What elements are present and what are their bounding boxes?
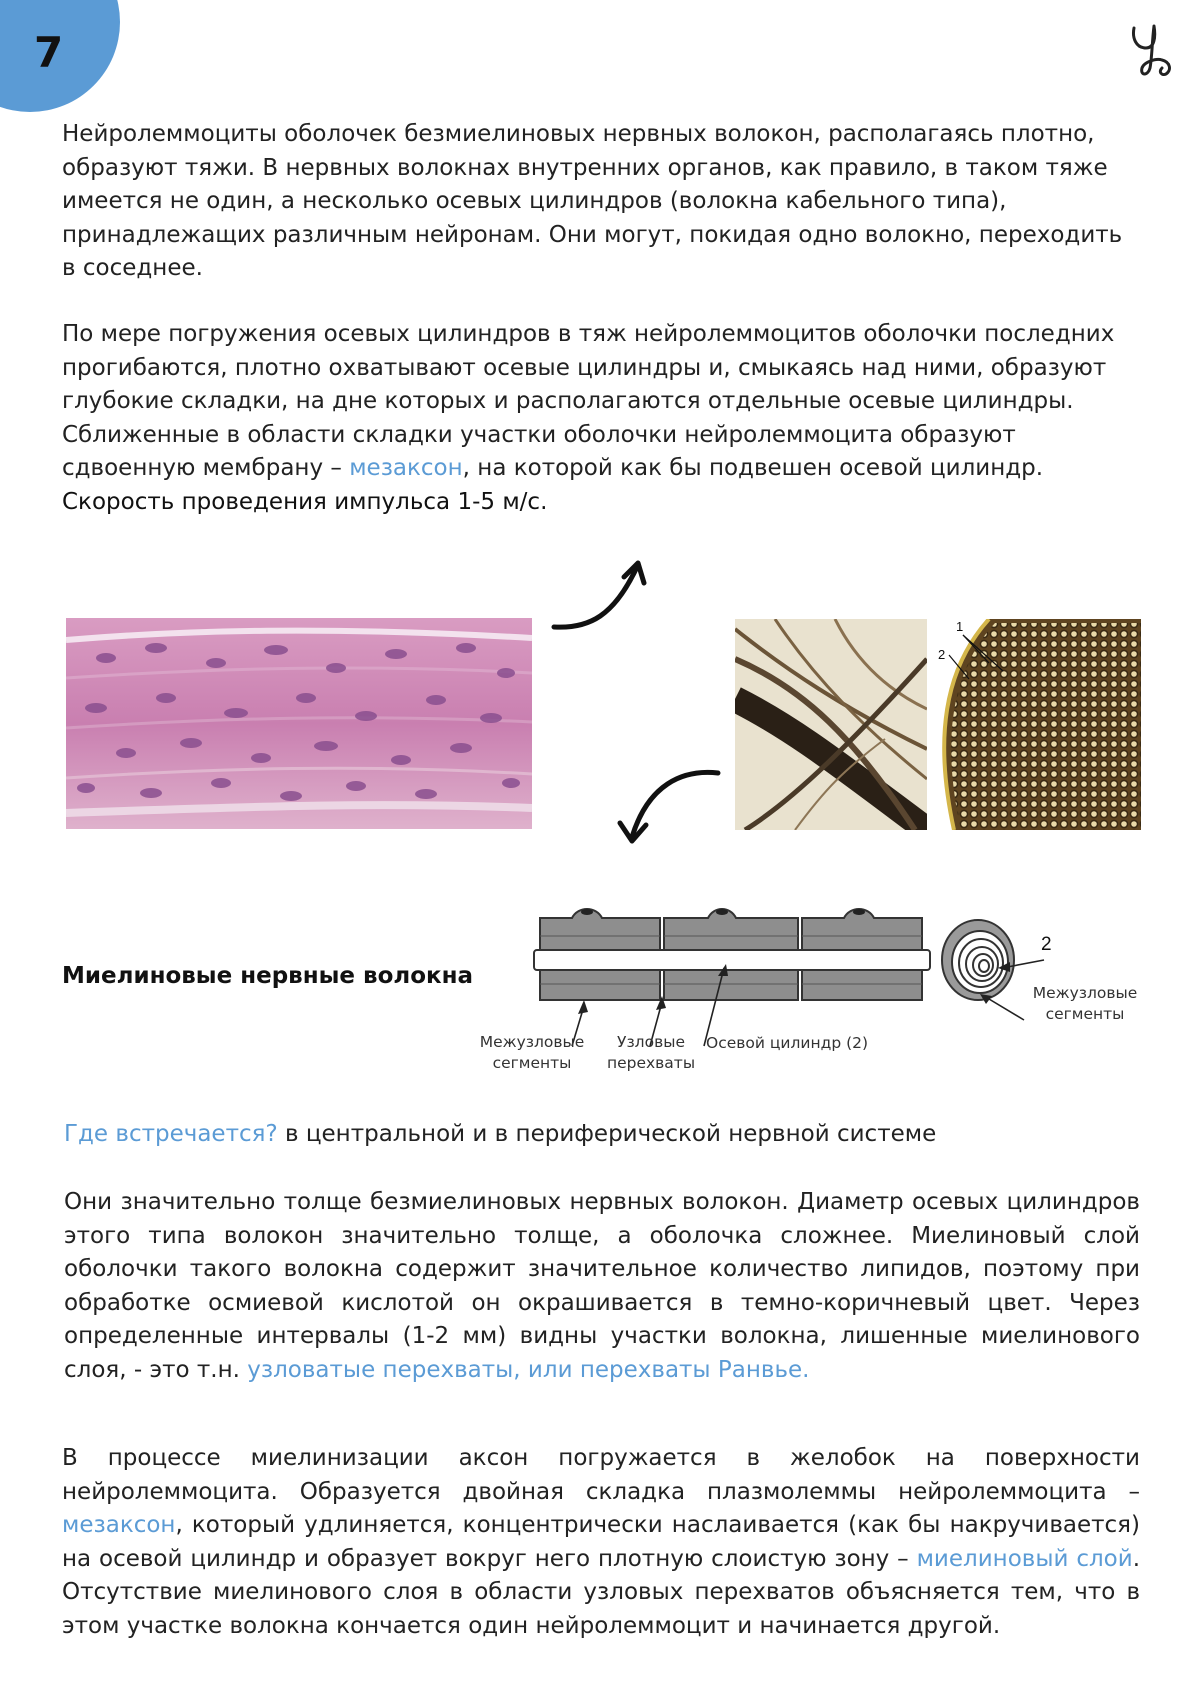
- paragraph-myelination-text-3: . Отсутствие миелинового слоя в области узловых перехватов объясняется тем, что в этом участке волокна кончается один нейролеммоцит и начинается другой.: [62, 1545, 1140, 1639]
- paragraph-mesaxon-text-after: , на которой как бы подвешен осевой цилиндр.: [462, 455, 1044, 481]
- micrograph-myelinated-fibers: [735, 619, 927, 830]
- micrograph-label-1: 1: [956, 619, 964, 634]
- curved-arrow-down-icon: [612, 765, 722, 849]
- paragraph-mesaxon-text: По мере погружения осевых цилиндров в тяж нейролеммоцитов оболочки последних прогибаются, плотно охватывают осевые цилиндры и, смыкаясь над ними, образуют глубокие складки, на дне которых и располагаются отдельные осевые цилиндры. Сближенные в области складки участки оболочки нейролеммоцита образуют сдвоенную мембрану –: [62, 321, 1115, 481]
- where-found-line: [64, 1118, 1144, 1152]
- section-title-myelinated: Миелиновые нервные волокна: [62, 963, 474, 989]
- paragraph-unmyelinated-intro: Нейролеммоциты оболочек безмиелиновых нервных волокон, располагаясь плотно, образуют тяжи. В нервных волокнах внутренних органов, как правило, в таком тяже имеется не один, а несколько осевых цилиндров (волокна кабельного типа), принадлежащих различным нейронам. Они могут, покидая одно волокно, переходить в соседнее.: [62, 121, 1123, 281]
- where-question: Где встречается?: [64, 1121, 278, 1147]
- curved-arrow-up-icon: [548, 555, 660, 637]
- label-internodal-segments-left: Межузловые сегменты: [479, 1033, 585, 1072]
- histology-photo-unmyelinated: [66, 618, 532, 829]
- term-myelin-layer: миелиновый слой: [916, 1545, 1133, 1572]
- paragraph-myelination-text-2: , который удлиняется, концентрически наслаивается (как бы накручивается) на осевой цилиндр и образует вокруг него плотную слоистую зону –: [62, 1512, 1140, 1572]
- paragraph-myelination-process: [62, 1442, 1140, 1643]
- impulse-speed: Скорость проведения импульса 1-5 м/с.: [62, 488, 548, 515]
- paragraph-myelinated-text: Они значительно толще безмиелиновых нервных волокон. Диаметр осевых цилиндров этого типа волокон значительно толще, а оболочка сложнее. Миелиновый слой оболочки такого волокна содержит значительное количество липидов, поэтому при обработке осмиевой кислотой он окрашивается в темно-коричневый цвет. Через определенные интервалы (1-2 мм) видны участки волокна, лишенные миелинового слоя, - это т.н.: [64, 1189, 1140, 1383]
- term-mesaxon: мезаксон: [349, 455, 463, 481]
- term-mesaxon-2: мезаксон: [62, 1512, 176, 1538]
- brand-logo: [1128, 18, 1176, 78]
- page-number: 7: [34, 28, 64, 77]
- micrograph-nerve-cross-section: [929, 619, 1141, 830]
- label-internodal-segments-right: Межузловые сегменты: [1032, 984, 1138, 1023]
- diagram-number-label: 2: [1041, 934, 1052, 955]
- label-nodes-of-ranvier: Узловые перехваты: [606, 1033, 696, 1072]
- paragraph-myelination-text-1: В процессе миелинизации аксон погружается в желобок на поверхности нейролеммоцита. Образуется двойная складка плазмолеммы нейролеммоцита –: [62, 1445, 1140, 1505]
- paragraph-myelinated-description: [64, 1186, 1140, 1387]
- term-nodes-of-ranvier: узловатые перехваты, или перехваты Ранвье.: [247, 1356, 810, 1383]
- micrograph-label-2: 2: [938, 647, 946, 662]
- label-axial-cylinder: Осевой цилиндр (2): [706, 1034, 869, 1052]
- where-answer: в центральной и в периферической нервной системе: [277, 1121, 937, 1147]
- paragraph-mesaxon: [62, 318, 1142, 519]
